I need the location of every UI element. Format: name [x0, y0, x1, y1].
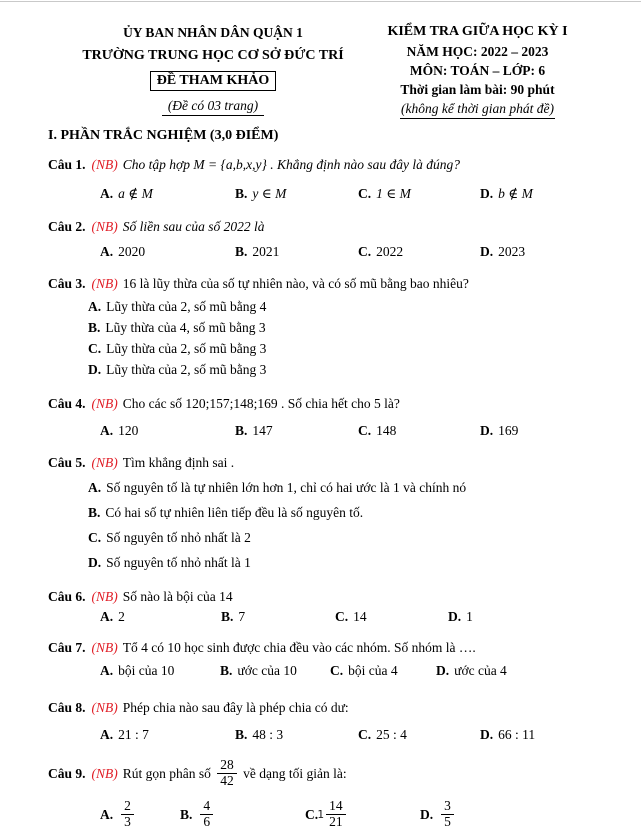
question: [48, 155, 601, 204]
option-letter: B.: [180, 807, 193, 823]
option-letter: D.: [480, 727, 494, 742]
answer-option: [358, 725, 480, 745]
fraction-numerator: 28: [217, 758, 237, 774]
answer-option: [88, 317, 601, 338]
option-text: y ∈ M: [252, 186, 287, 201]
option-text: ước của 4: [454, 663, 507, 678]
fraction-denominator: 21: [329, 813, 343, 829]
answer-option: [88, 550, 601, 575]
answer-option: [335, 607, 448, 627]
question-number: Câu 2.: [48, 219, 86, 234]
answer-option: [100, 421, 235, 441]
answer-option: [480, 421, 601, 441]
option-letter: B.: [220, 663, 233, 678]
option-text: bội của 4: [348, 663, 398, 678]
answer-option: [88, 296, 601, 317]
option-letter: B.: [88, 505, 101, 520]
answer-option: [88, 500, 601, 525]
option-letter: A.: [88, 480, 102, 495]
question: [48, 638, 601, 681]
exam-type-box: ĐỀ THAM KHẢO: [150, 71, 277, 91]
exam-type-box-wrap: [48, 67, 378, 91]
option-letter: C.: [358, 186, 372, 201]
option-letter: D.: [88, 555, 102, 570]
option-text: Lũy thừa của 2, số mũ bằng 3: [106, 362, 267, 377]
question-stem: Số nào là bội của 14: [122, 589, 233, 604]
answer-option: [235, 421, 358, 441]
question-number: Câu 4.: [48, 396, 86, 411]
option-letter: B.: [235, 423, 248, 438]
section-title: I. PHẦN TRẮC NGHIỆM (3,0 ĐIỂM): [48, 128, 279, 143]
question-head: [48, 394, 601, 414]
question: [48, 587, 601, 627]
question-level-tag: (NB): [91, 589, 118, 604]
question-number: Câu 7.: [48, 640, 86, 655]
option-letter: B.: [235, 244, 248, 259]
answer-option: [100, 725, 235, 745]
option-text: 25 : 4: [376, 727, 407, 742]
pages-note: (Đề có 03 trang): [162, 98, 264, 116]
answer-option: [100, 184, 235, 204]
option-letter: A.: [100, 423, 114, 438]
option-letter: D.: [480, 423, 494, 438]
fraction-denominator: 5: [444, 813, 451, 829]
question-stem: Cho các số 120;157;148;169 . Số chia hết cho 5 là?: [122, 396, 400, 411]
question-level-tag: (NB): [91, 276, 118, 291]
option-text: 21 : 7: [118, 727, 149, 742]
option-text: 2: [118, 609, 125, 624]
fraction-numerator: 3: [441, 799, 454, 815]
answer-option: [480, 242, 601, 262]
option-letter: A.: [100, 244, 114, 259]
answer-option: [220, 661, 330, 681]
question: [48, 274, 601, 380]
exam-header: [48, 22, 601, 119]
page-number: 1: [317, 808, 324, 821]
option-letter: C.: [305, 807, 319, 823]
question-head: [48, 274, 601, 294]
option-text: 169: [498, 423, 519, 438]
answer-options: [100, 607, 601, 627]
option-text: 1 ∈ M: [376, 186, 411, 201]
question-stem-text: Rút gọn phân số: [122, 766, 215, 782]
option-letter: C.: [358, 244, 372, 259]
fraction-denominator: 6: [203, 813, 211, 829]
option-text: 2022: [376, 244, 404, 259]
question-head: [48, 155, 601, 175]
question-level-tag: (NB): [91, 219, 118, 234]
answer-options: [100, 421, 601, 441]
option-letter: B.: [235, 186, 248, 201]
fraction: [217, 758, 237, 788]
fraction-numerator: 14: [326, 799, 346, 815]
option-text: 2023: [498, 244, 526, 259]
pages-note-wrap: [48, 91, 378, 116]
answer-option: [358, 421, 480, 441]
option-letter: C.: [335, 609, 349, 624]
fraction-denominator: 42: [220, 772, 234, 788]
duration-note: (không kể thời gian phát đề): [400, 101, 555, 119]
duration-note-wrap: [378, 99, 577, 119]
question-stem: Số liền sau của số 2022 là: [122, 219, 265, 234]
question: [48, 217, 601, 262]
question-stem: Tổ 4 có 10 học sinh được chia đều vào các nhóm. Số nhóm là ….: [122, 640, 476, 655]
question-level-tag: (NB): [91, 700, 118, 715]
option-letter: D.: [480, 186, 494, 201]
answer-option: [480, 184, 601, 204]
option-text: b ∉ M: [498, 186, 533, 201]
issuing-authority: ỦY BAN NHÂN DÂN QUẬN 1: [123, 25, 303, 40]
option-letter: A.: [100, 727, 114, 742]
answer-option: [480, 725, 601, 745]
question: [48, 453, 601, 575]
question-head: [48, 217, 601, 237]
option-text: 2020: [118, 244, 146, 259]
option-letter: C.: [358, 423, 372, 438]
question-stem-text: về dạng tối giản là:: [239, 766, 347, 782]
option-text: Lũy thừa của 2, số mũ bằng 4: [106, 299, 267, 314]
option-letter: D.: [480, 244, 494, 259]
option-text: 7: [238, 609, 246, 624]
option-letter: B.: [88, 320, 101, 335]
answer-option: [448, 607, 601, 627]
question-stem: Phép chia nào sau đây là phép chia có dư:: [122, 700, 349, 715]
option-text: Số nguyên tố là tự nhiên lớn hơn 1, chỉ có hai ước là 1 và chính nó: [106, 480, 467, 495]
option-text: 48 : 3: [252, 727, 284, 742]
option-text: Số nguyên tố nhỏ nhất là 1: [106, 555, 251, 570]
exam-title: KIỂM TRA GIỮA HỌC KỲ I: [387, 24, 568, 39]
option-text: 2021: [252, 244, 280, 259]
question-head: [48, 757, 601, 790]
option-letter: B.: [221, 609, 234, 624]
question-number: Câu 5.: [48, 455, 86, 470]
answer-option: [330, 661, 436, 681]
exam-duration: Thời gian làm bài: 90 phút: [400, 82, 555, 97]
answer-option: [235, 725, 358, 745]
answer-option: [100, 607, 221, 627]
answer-option: [235, 184, 358, 204]
option-text: 14: [353, 609, 367, 624]
option-text: bội của 10: [118, 663, 175, 678]
option-text: 1: [466, 609, 473, 624]
answer-option: [221, 607, 335, 627]
answer-options: [100, 725, 601, 745]
option-text: Lũy thừa của 2, số mũ bằng 3: [106, 341, 267, 356]
school-name: TRƯỜNG TRUNG HỌC CƠ SỞ ĐỨC TRÍ: [82, 48, 344, 63]
question-level-tag: (NB): [91, 766, 118, 782]
answer-options: [100, 242, 601, 262]
option-letter: D.: [448, 609, 462, 624]
fraction-numerator: 4: [200, 799, 213, 815]
question-head: [48, 698, 601, 718]
answer-option: [88, 359, 601, 380]
header-left-block: [48, 22, 378, 116]
question: [48, 394, 601, 441]
question-level-tag: (NB): [91, 157, 118, 172]
answer-option: [88, 525, 601, 550]
option-letter: A.: [100, 186, 114, 201]
question-number: Câu 6.: [48, 589, 86, 604]
question: [48, 698, 601, 745]
question-head: [48, 638, 601, 658]
answer-option: [100, 661, 220, 681]
question-head: [48, 453, 601, 473]
question-head: [48, 587, 601, 607]
option-letter: B.: [235, 727, 248, 742]
school-year: NĂM HỌC: 2022 – 2023: [406, 44, 549, 59]
answer-option: [235, 242, 358, 262]
question-level-tag: (NB): [91, 640, 118, 655]
question-number: Câu 8.: [48, 700, 86, 715]
option-letter: C.: [88, 530, 102, 545]
questions-list: [48, 155, 601, 831]
question-stem: [122, 757, 347, 788]
question-stem: Tìm khẳng định sai .: [122, 455, 235, 470]
option-letter: A.: [100, 807, 114, 823]
answer-options: [100, 661, 601, 681]
answer-option: [358, 184, 480, 204]
option-text: 147: [252, 423, 273, 438]
option-letter: A.: [100, 609, 114, 624]
answer-option: [88, 338, 601, 359]
option-text: Số nguyên tố nhỏ nhất là 2: [106, 530, 251, 545]
option-text: 66 : 11: [498, 727, 536, 742]
option-text: 120: [118, 423, 139, 438]
answer-options: [88, 296, 601, 380]
answer-options: [100, 184, 601, 204]
option-letter: C.: [358, 727, 372, 742]
question-stem: 16 là lũy thừa của số tự nhiên nào, và có số mũ bằng bao nhiêu?: [122, 276, 469, 291]
answer-option: [436, 661, 601, 681]
answer-option: [88, 475, 601, 500]
option-text: Có hai số tự nhiên liên tiếp đều là số nguyên tố.: [105, 505, 364, 520]
question-level-tag: (NB): [91, 396, 118, 411]
fraction-numerator: 2: [121, 799, 134, 815]
fraction-denominator: 3: [124, 813, 131, 829]
option-text: Lũy thừa của 4, số mũ bằng 3: [105, 320, 266, 335]
option-letter: D.: [436, 663, 450, 678]
option-letter: A.: [100, 663, 114, 678]
option-text: 148: [376, 423, 397, 438]
header-right-block: [378, 22, 601, 119]
option-letter: C.: [330, 663, 344, 678]
option-letter: D.: [88, 362, 102, 377]
question-level-tag: (NB): [91, 455, 118, 470]
question-number: Câu 1.: [48, 157, 86, 172]
option-text: a ∉ M: [118, 186, 153, 201]
subject-grade: MÔN: TOÁN – LỚP: 6: [409, 63, 546, 78]
option-letter: D.: [420, 807, 434, 823]
option-letter: A.: [88, 299, 102, 314]
question-number: Câu 9.: [48, 766, 86, 782]
option-letter: C.: [88, 341, 102, 356]
answer-options: [88, 475, 601, 575]
option-text: ước của 10: [237, 663, 297, 678]
answer-option: [358, 242, 480, 262]
question-number: Câu 3.: [48, 276, 86, 291]
question-stem: Cho tập hợp M = {a,b,x,y} . Khẳng định nào sau đây là đúng?: [122, 157, 460, 172]
answer-option: [100, 242, 235, 262]
